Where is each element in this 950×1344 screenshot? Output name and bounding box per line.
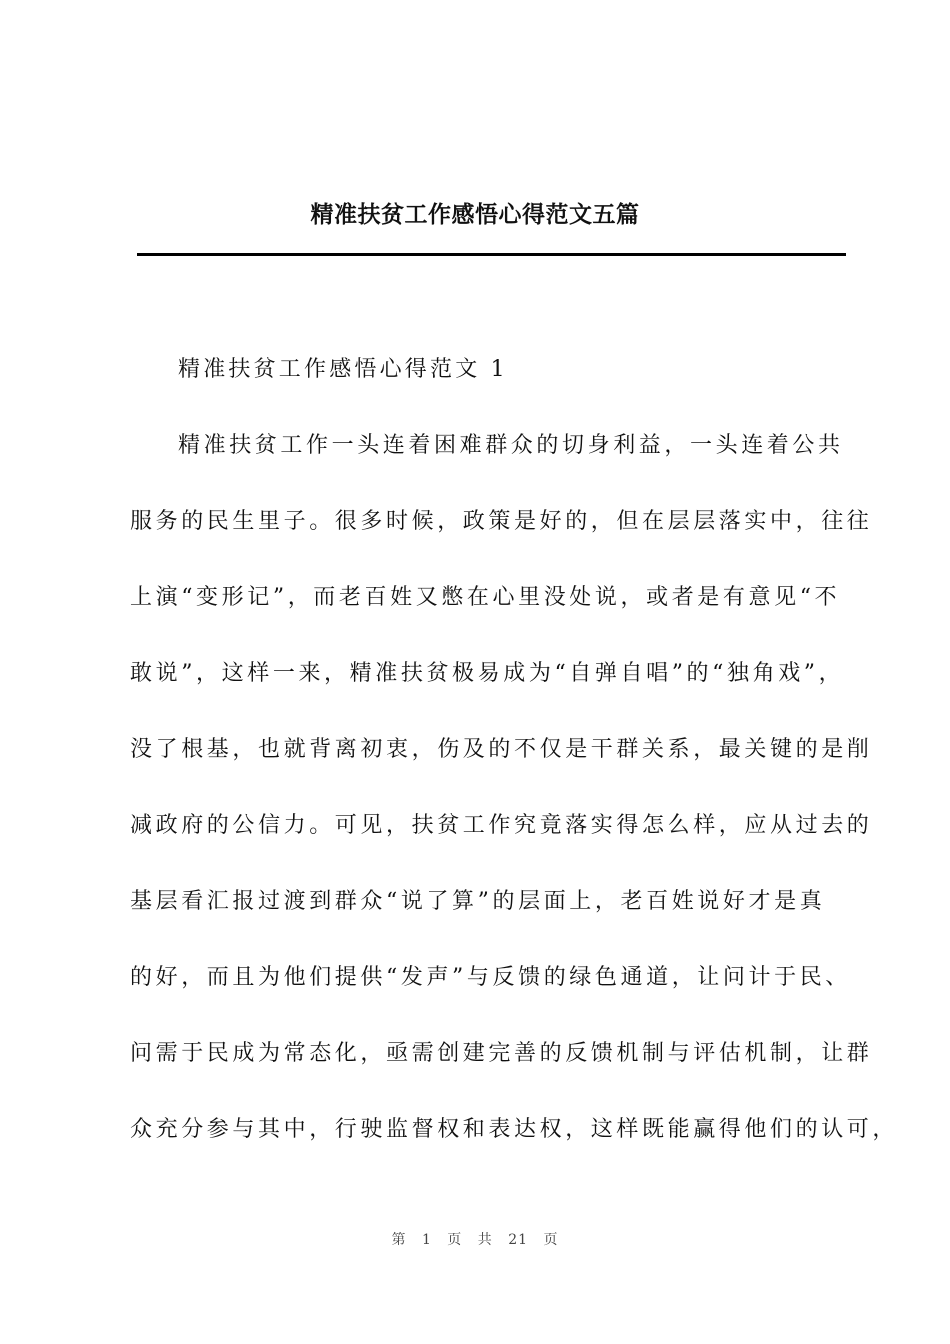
paragraph-line: 问需于民成为常态化，亟需创建完善的反馈机制与评估机制，让群 [130, 1041, 873, 1066]
paragraph-line: 众充分参与其中，行驶监督权和表达权，这样既能赢得他们的认可， [130, 1117, 899, 1142]
paragraph-line: 减政府的公信力。可见，扶贫工作究竟落实得怎么样，应从过去的 [130, 813, 873, 838]
paragraph-line: 的好，而且为他们提供“发声”与反馈的绿色通道，让问计于民、 [130, 965, 851, 990]
paragraph-line: 没了根基，也就背离初衷，伤及的不仅是干群关系，最关键的是削 [130, 737, 873, 762]
document-title: 精准扶贫工作感悟心得范文五篇 [310, 201, 640, 228]
paragraph-line: 基层看汇报过渡到群众“说了算”的层面上，老百姓说好才是真 [130, 889, 826, 914]
section-heading: 精准扶贫工作感悟心得范文 1 [178, 357, 508, 382]
page-number-footer: 第 1 页 共 21 页 [391, 1232, 559, 1248]
paragraph-line: 上演“变形记”，而老百姓又憋在心里没处说，或者是有意见“不 [130, 585, 841, 610]
title-underline [137, 253, 846, 256]
paragraph-line: 敢说”，这样一来，精准扶贫极易成为“自弹自唱”的“独角戏”， [130, 661, 845, 686]
paragraph-line: 精准扶贫工作一头连着困难群众的切身利益，一头连着公共 [178, 433, 844, 458]
paragraph-line: 服务的民生里子。很多时候，政策是好的，但在层层落实中，往往 [130, 509, 873, 534]
